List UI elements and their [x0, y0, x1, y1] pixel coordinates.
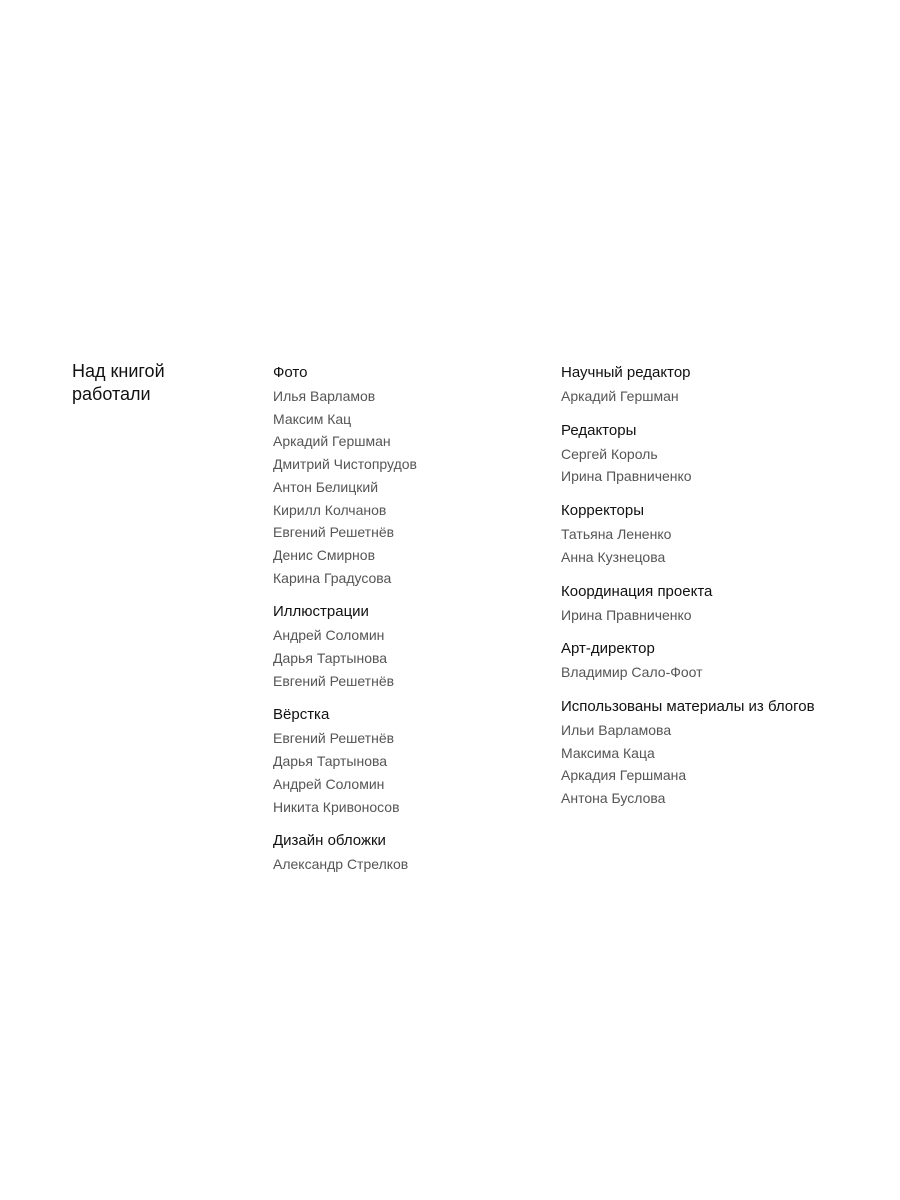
section-title: Фото: [273, 364, 308, 381]
section-title: Научный редактор: [561, 364, 691, 381]
names-list: [273, 624, 543, 692]
section-title: Редакторы: [561, 421, 637, 439]
credit-name: Аркадий Гершман: [273, 433, 391, 450]
credit-name: Сергей Король: [561, 445, 658, 462]
credit-name: Антон Белицкий: [273, 478, 379, 495]
credit-name: Андрей Соломин: [273, 627, 385, 644]
credits-left-column: [273, 362, 543, 888]
credit-name: Кирилл Колчанов: [273, 501, 387, 518]
credit-name: Никита Кривоносов: [273, 798, 400, 815]
names-list: [273, 727, 543, 818]
credit-name: Денис Смирнов: [273, 546, 376, 563]
credit-name: Дарья Тартынова: [273, 650, 388, 667]
credit-name: Евгений Решетнёв: [273, 730, 395, 747]
credit-name: Александр Стрелков: [273, 856, 409, 873]
credit-name: Андрей Соломин: [273, 775, 385, 792]
credit-name: Анна Кузнецова: [561, 548, 666, 565]
credit-name: Евгений Решетнёв: [273, 672, 395, 689]
credit-name: Татьяна Лененко: [561, 526, 672, 543]
credits-section: [561, 696, 831, 810]
credits-section: [561, 581, 831, 627]
credits-section: [561, 362, 831, 408]
credit-name: Максим Кац: [273, 410, 352, 427]
names-list: [273, 853, 543, 876]
section-title: Координация проекта: [561, 582, 713, 600]
names-list: [273, 385, 543, 589]
credit-name: Аркадий Гершман: [561, 388, 679, 404]
section-title: Использованы материалы из блогов: [561, 697, 815, 715]
credit-name: Евгений Решетнёв: [273, 524, 395, 541]
credits-section: [561, 420, 831, 488]
credit-name: Карина Градусова: [273, 569, 392, 586]
credits-section: [273, 362, 543, 589]
credit-name: Антона Буслова: [561, 790, 666, 807]
credit-name: Дарья Тартынова: [273, 753, 388, 770]
names-list: [561, 385, 831, 408]
credit-name: Аркадия Гершмана: [561, 767, 687, 784]
credits-section: [561, 638, 831, 684]
credit-name: Дмитрий Чистопрудов: [273, 456, 417, 473]
credit-name: Илья Варламов: [273, 388, 376, 404]
credit-name: Ирина Правниченко: [561, 468, 692, 485]
credit-name: Ирина Правниченко: [561, 606, 692, 623]
credit-name: Ильи Варламова: [561, 721, 672, 738]
credits-section: [561, 500, 831, 568]
page-heading: Над книгой работали: [72, 361, 165, 404]
names-list: [561, 443, 831, 488]
section-title: Дизайн обложки: [273, 832, 386, 850]
section-title: Корректоры: [561, 502, 645, 520]
section-title: Иллюстрации: [273, 603, 369, 621]
names-list: [561, 719, 831, 810]
credits-section: [273, 830, 543, 876]
names-list: [561, 661, 831, 684]
section-title: Вёрстка: [273, 706, 330, 724]
credits-section: [273, 704, 543, 818]
credits-right-column: [561, 362, 831, 822]
section-title: Арт-директор: [561, 640, 655, 658]
names-list: [561, 523, 831, 568]
credit-name: Максима Каца: [561, 744, 655, 761]
credits-section: [273, 601, 543, 692]
credit-name: Владимир Сало-Фоот: [561, 664, 703, 681]
names-list: [561, 604, 831, 627]
